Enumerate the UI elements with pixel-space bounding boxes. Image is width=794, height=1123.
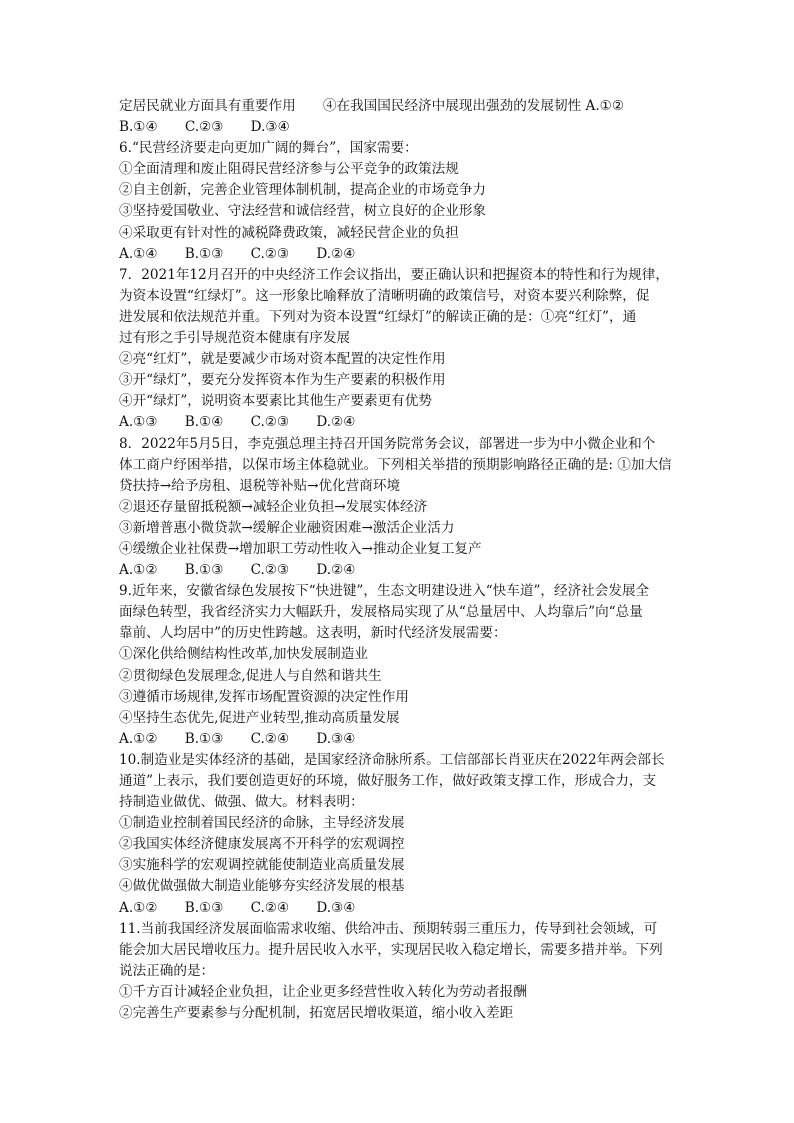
question-6-options: A.①④ B.①③ C.②③ D.②④ [119, 245, 356, 262]
question-7-stem-line-4: 过有形之手引导规范资本健康有序发展 [119, 330, 351, 347]
question-9-item-1: ①深化供给侧结构性改革,加快发展制造业 [119, 646, 369, 663]
question-7-item-3: ③开“绿灯”，要充分发挥资本作为生产要素的积极作用 [119, 372, 446, 389]
question-11-stem-line-3: 说法正确的是： [119, 962, 215, 979]
question-8-options: A.①② B.①③ C.②③ D.②④ [119, 562, 356, 579]
question-10-item-4: ④做优做强做大制造业能够夯实经济发展的根基 [119, 878, 405, 895]
question-7-stem-line-1: 7．2021年12月召开的中央经济工作会议指出，要正确认识和把握资本的特性和行为规律， [119, 266, 669, 283]
question-6-item-3: ③坚持爱国敬业、守法经营和诚信经营，树立良好的企业形象 [119, 203, 487, 220]
question-8-stem-line-1: 8．2022年5月5日，李克强总理主持召开国务院常务会议，部署进一步为中小微企业和个 [119, 435, 656, 452]
question-10-item-1: ①制造业控制着国民经济的命脉，主导经济发展 [119, 815, 405, 832]
question-10-stem-line-2: 通道”上表示，我们要创造更好的环境，做好服务工作，做好政策支撑工作，形成合力，支 [119, 773, 657, 789]
question-7-item-2: ②亮“红灯”，就是要减少市场对资本配置的决定性作用 [119, 351, 446, 368]
question-10-stem-line-1: 10.制造业是实体经济的基础，是国家经济命脉所系。工信部部长肖亚庆在2022年两会部长 [119, 751, 665, 768]
question-7-options: A.①③ B.①④ C.②③ D.②④ [119, 414, 356, 431]
question-6-item-1: ①全面清理和废止阻碍民营经济参与公平竞争的政策法规 [119, 161, 459, 178]
question-10-item-3: ③实施科学的宏观调控就能使制造业高质量发展 [119, 857, 405, 874]
question-9-item-3: ③遵循市场规律,发挥市场配置资源的决定性作用 [119, 688, 409, 705]
question-9-options: A.①② B.①③ C.②④ D.③④ [119, 730, 356, 747]
question-11-item-2: ②完善生产要素参与分配机制，拓宽居民增收渠道，缩小收入差距 [119, 1005, 514, 1022]
question-10-options: A.①② B.①③ C.②④ D.③④ [119, 899, 356, 916]
question-9-item-2: ②贯彻绿色发展理念,促进人与自然和谐共生 [119, 667, 382, 684]
question-10-item-2: ②我国实体经济健康发展离不开科学的宏观调控 [119, 836, 405, 853]
question-8-item-2: ②退还存量留抵税额→减轻企业负担→发展实体经济 [119, 498, 428, 515]
question-8-item-3: ③新增普惠小微贷款→缓解企业融资困难→激活企业活力 [119, 519, 455, 536]
question-8-stem-line-3: 贷扶持→给予房租、退税等补贴→优化营商环境 [119, 477, 401, 494]
text-line: 定居民就业方面具有重要作用 ④在我国国民经济中展现出强劲的发展韧性 A.①② [119, 98, 625, 114]
question-6-stem: 6.“民营经济要走向更加广阔的舞台”，国家需要： [119, 140, 418, 157]
question-8-item-4: ④缓缴企业社保费→增加职工劳动性收入→推动企业复工复产 [119, 540, 482, 557]
question-9-stem-line-2: 面绿色转型，我省经济实力大幅跃升，发展格局实现了从“总量居中、人均靠后”向“总量 [119, 604, 643, 621]
question-9-stem-line-3: 靠前、人均居中”的历史性跨越。这表明，新时代经济发展需要： [119, 625, 507, 642]
question-7-stem-line-2: 为资本设置“红绿灯”。这一形象比喻释放了清晰明确的政策信号，对资本要兴利除弊，促 [119, 287, 650, 304]
question-7-item-4: ④开“绿灯”，说明资本要素比其他生产要素更有优势 [119, 393, 432, 410]
question-11-item-1: ①千方百计减轻企业负担，让企业更多经营性收入转化为劳动者报酬 [119, 983, 527, 1000]
question-11-stem-line-1: 11.当前我国经济发展面临需求收缩、供给冲击、预期转弱三重压力，传导到社会领域，可 [119, 920, 658, 937]
question-7-stem-line-3: 进发展和依法规范并重。下列对为资本设置“红绿灯”的解读正确的是：①亮“红灯”，通 [119, 308, 637, 325]
question-10-stem-line-3: 持制造业做优、做强、做大。材料表明： [119, 794, 364, 811]
question-6-item-2: ②自主创新，完善企业管理体制机制，提高企业的市场竞争力 [119, 182, 487, 199]
question-text-block [119, 96, 677, 1024]
question-9-item-4: ④坚持生态优先,促进产业转型,推动高质量发展 [119, 709, 400, 726]
question-8-stem-line-2: 体工商户纾困举措，以保市场主体稳就业。下列相关举措的预期影响路径正确的是: ①加大信 [119, 456, 672, 473]
answer-options-line: B.①④ C.②③ D.③④ [119, 119, 290, 136]
question-6-item-4: ④采取更有针对性的减税降费政策，减轻民营企业的负担 [119, 224, 459, 241]
question-9-stem-line-1: 9.近年来，安徽省绿色发展按下“快进键”，生态文明建设进入“快车道”，经济社会发展全 [119, 583, 650, 600]
question-11-stem-line-2: 能会加大居民增收压力。提升居民收入水平，实现居民收入稳定增长，需要多措并举。下列 [119, 941, 663, 958]
